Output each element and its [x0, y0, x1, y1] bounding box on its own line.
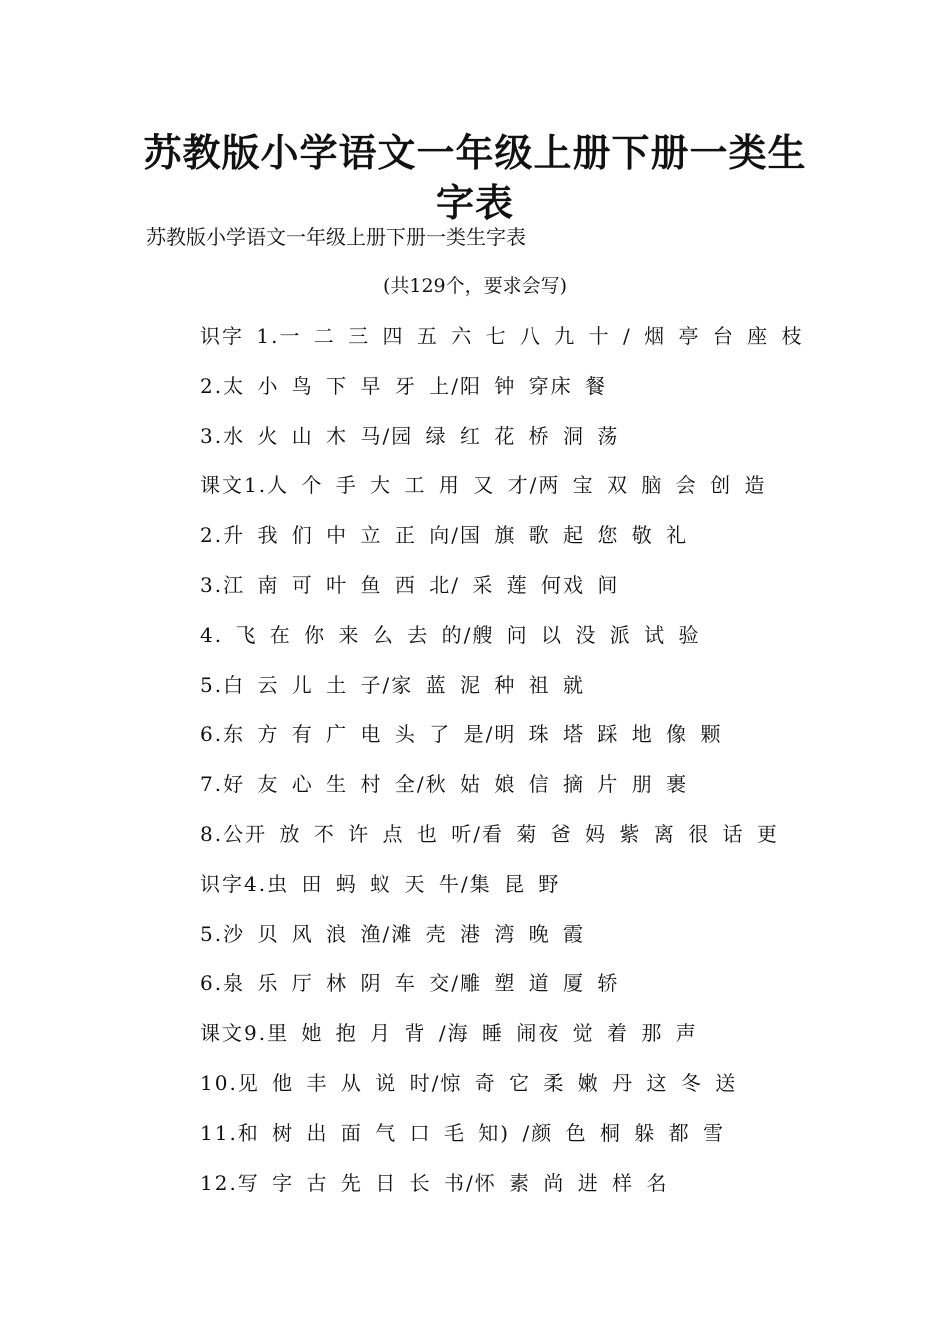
character-line: 6.泉 乐 厅 林 阴 车 交/雕 塑 道 厦 轿 [200, 971, 620, 996]
character-line: 3.江 南 可 叶 鱼 西 北/ 采 莲 何戏 间 [200, 572, 620, 597]
character-line: 课文1.人 个 手 大 工 用 又 才/两 宝 双 脑 会 创 造 [200, 473, 767, 498]
character-line: 6.东 方 有 广 电 头 了 是/明 珠 塔 踩 地 像 颗 [200, 722, 723, 747]
character-line: 5.沙 贝 风 浪 渔/滩 壳 港 湾 晚 霞 [200, 921, 586, 946]
character-line: 4. 飞 在 你 来 么 去 的/艘 问 以 没 派 试 验 [200, 622, 701, 647]
character-line: 2.太 小 鸟 下 早 牙 上/阳 钟 穿床 餐 [200, 373, 608, 398]
character-line: 识字 1.一 二 三 四 五 六 七 八 九 十 / 烟 亭 台 座 枝 [200, 324, 804, 348]
character-line: 2.升 我 们 中 立 正 向/国 旗 歌 起 您 敬 礼 [200, 523, 689, 548]
document-title: 苏教版小学语文一年级上册下册一类生字表 [143, 130, 807, 225]
document-subtitle: 苏教版小学语文一年级上册下册一类生字表 [146, 225, 526, 249]
count-note: (共129个，要求会写) [382, 275, 568, 297]
character-line: 8.公开 放 不 许 点 也 听/看 菊 爸 妈 紫 离 很 话 更 [200, 821, 779, 846]
character-line: 5.白 云 儿 土 子/家 蓝 泥 种 祖 就 [200, 672, 586, 697]
character-line: 3.水 火 山 木 马/园 绿 红 花 桥 洞 荡 [200, 423, 620, 448]
character-line: 识字4.虫 田 蚂 蚁 天 牛/集 昆 野 [200, 871, 561, 896]
character-line: 11.和 树 出 面 气 口 毛 知) /颜 色 桐 躲 都 雪 [200, 1120, 725, 1145]
character-line: 10.见 他 丰 从 说 时/惊 奇 它 柔 嫩 丹 这 冬 送 [200, 1070, 738, 1095]
character-line: 课文9.里 她 抱 月 背 /海 睡 闹夜 觉 着 那 声 [200, 1021, 698, 1046]
character-line: 12.写 字 古 先 日 长 书/怀 素 尚 进 样 名 [200, 1170, 669, 1195]
character-list [200, 320, 804, 1216]
character-line: 7.好 友 心 生 村 全/秋 姑 娘 信 摘 片 朋 裹 [200, 772, 689, 797]
